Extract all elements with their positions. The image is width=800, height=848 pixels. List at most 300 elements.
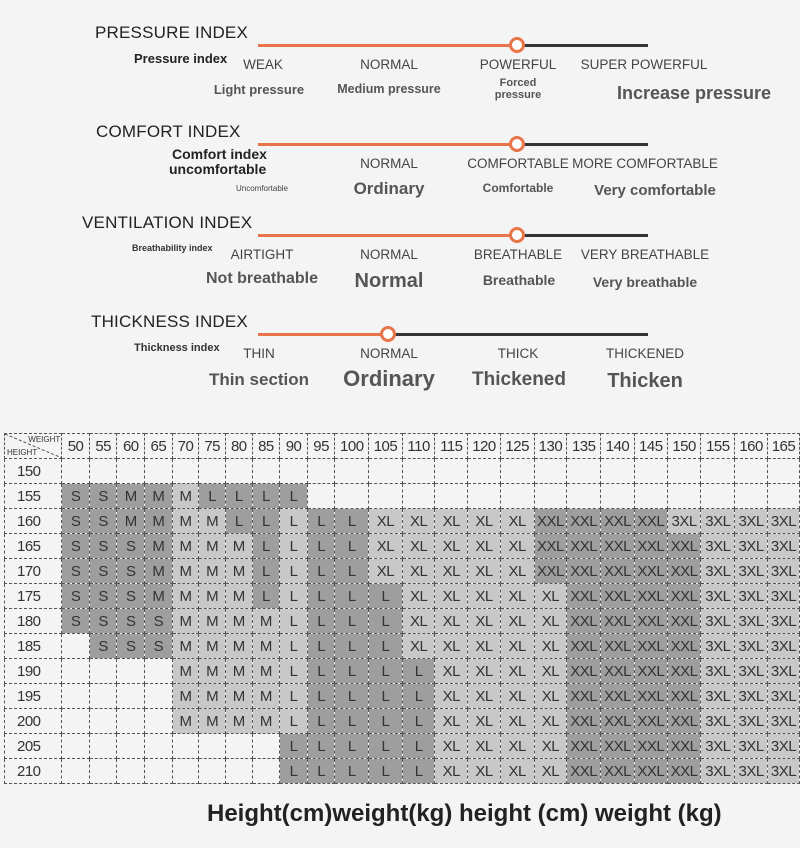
- size-cell: XL: [534, 584, 567, 609]
- size-cell: L: [280, 734, 308, 759]
- size-cell: [89, 709, 117, 734]
- size-cell: [62, 459, 90, 484]
- size-cell: XXL: [634, 609, 667, 634]
- size-cell: [89, 734, 117, 759]
- size-cell: XXL: [667, 709, 701, 734]
- footer-caption: Height(cm)weight(kg) height (cm) weight (kg): [207, 800, 722, 827]
- size-cell: S: [89, 484, 117, 509]
- size-cell: XL: [500, 759, 534, 784]
- size-cell: 3XL: [701, 534, 735, 559]
- weight-header-140: 140: [601, 434, 635, 459]
- size-cell: 3XL: [701, 659, 735, 684]
- size-cell: [601, 459, 635, 484]
- size-cell: L: [402, 709, 435, 734]
- cn-medium-pressure: Medium pressure: [337, 82, 441, 96]
- slider-knob: [509, 136, 525, 152]
- size-cell: XL: [369, 509, 403, 534]
- size-cell: [172, 759, 199, 784]
- size-cell: 3XL: [767, 759, 799, 784]
- ventilation-slider: [258, 234, 648, 237]
- size-cell: [601, 484, 635, 509]
- size-cell: XL: [402, 634, 435, 659]
- size-cell: 3XL: [735, 534, 768, 559]
- size-cell: L: [307, 709, 335, 734]
- size-cell: XL: [435, 759, 468, 784]
- table-row: [5, 609, 800, 634]
- table-row: [5, 459, 800, 484]
- weight-header-100: 100: [335, 434, 369, 459]
- size-cell: M: [117, 509, 145, 534]
- slider-fill: [258, 143, 517, 146]
- size-cell: S: [117, 534, 145, 559]
- cn-increase-pressure: Increase pressure: [616, 83, 772, 103]
- weight-header-130: 130: [534, 434, 567, 459]
- size-cell: L: [335, 634, 369, 659]
- size-cell: XXL: [667, 684, 701, 709]
- size-cell: XXL: [601, 584, 635, 609]
- size-cell: [145, 734, 173, 759]
- label-powerful: POWERFUL: [479, 57, 557, 72]
- size-cell: L: [369, 584, 403, 609]
- size-cell: [252, 734, 280, 759]
- size-cell: XXL: [534, 559, 567, 584]
- size-cell: L: [335, 559, 369, 584]
- size-cell: 3XL: [767, 534, 799, 559]
- size-cell: L: [369, 709, 403, 734]
- size-cell: XL: [435, 709, 468, 734]
- size-cell: 3XL: [701, 609, 735, 634]
- label-comfortable: COMFORTABLE: [467, 156, 569, 171]
- size-cell: [225, 734, 252, 759]
- size-cell: [62, 684, 90, 709]
- size-cell: L: [252, 534, 280, 559]
- size-cell: XL: [468, 734, 501, 759]
- size-cell: [534, 459, 567, 484]
- label-super-powerful: SUPER POWERFUL: [580, 57, 708, 72]
- size-cell: [199, 459, 226, 484]
- cn-normal: Normal: [354, 270, 424, 292]
- size-cell: 3XL: [767, 709, 799, 734]
- slider-fill: [258, 44, 517, 47]
- size-cell: XL: [369, 534, 403, 559]
- height-label: 155: [5, 484, 62, 509]
- corner-height-label: HEIGHT: [7, 448, 38, 457]
- size-cell: [307, 459, 335, 484]
- size-cell: L: [307, 584, 335, 609]
- size-cell: L: [280, 609, 308, 634]
- size-cell: L: [307, 559, 335, 584]
- weight-header-80: 80: [225, 434, 252, 459]
- slider-knob: [509, 37, 525, 53]
- size-cell: L: [307, 534, 335, 559]
- ventilation-index-title: VENTILATION INDEX: [82, 213, 253, 232]
- size-cell: S: [117, 634, 145, 659]
- size-cell: XXL: [667, 634, 701, 659]
- label-more-comfortable: MORE COMFORTABLE: [572, 156, 718, 171]
- size-cell: L: [335, 609, 369, 634]
- size-cell: L: [280, 634, 308, 659]
- size-cell: [500, 459, 534, 484]
- size-cell: 3XL: [767, 559, 799, 584]
- size-cell: [567, 484, 601, 509]
- size-cell: M: [199, 559, 226, 584]
- size-cell: [767, 484, 799, 509]
- slider-track: [388, 333, 648, 336]
- size-cell: XL: [500, 709, 534, 734]
- size-cell: XXL: [567, 709, 601, 734]
- size-cell: [62, 634, 90, 659]
- size-cell: L: [369, 659, 403, 684]
- size-chart: [4, 433, 800, 784]
- size-cell: L: [307, 509, 335, 534]
- size-cell: 3XL: [767, 509, 799, 534]
- size-cell: XL: [402, 584, 435, 609]
- size-cell: XL: [468, 534, 501, 559]
- size-cell: L: [252, 484, 280, 509]
- size-cell: M: [145, 534, 173, 559]
- size-cell: L: [307, 609, 335, 634]
- size-cell: XL: [435, 684, 468, 709]
- size-cell: [117, 684, 145, 709]
- size-cell: XL: [534, 684, 567, 709]
- weight-header-90: 90: [280, 434, 308, 459]
- cn-light-pressure: Light pressure: [213, 82, 305, 97]
- weight-header-150: 150: [667, 434, 701, 459]
- size-cell: M: [225, 659, 252, 684]
- size-cell: XXL: [634, 559, 667, 584]
- size-cell: S: [62, 484, 90, 509]
- size-cell: M: [145, 509, 173, 534]
- size-cell: S: [145, 609, 173, 634]
- size-cell: XL: [468, 659, 501, 684]
- size-cell: [117, 709, 145, 734]
- weight-header-125: 125: [500, 434, 534, 459]
- size-cell: XL: [468, 509, 501, 534]
- size-cell: L: [307, 684, 335, 709]
- size-cell: L: [369, 734, 403, 759]
- size-cell: M: [252, 634, 280, 659]
- size-cell: M: [225, 609, 252, 634]
- size-cell: [735, 459, 768, 484]
- size-cell: XXL: [634, 584, 667, 609]
- size-cell: [89, 659, 117, 684]
- size-cell: XXL: [567, 634, 601, 659]
- size-cell: L: [335, 659, 369, 684]
- size-cell: [369, 459, 403, 484]
- slider-fill: [258, 333, 388, 336]
- size-cell: XL: [468, 609, 501, 634]
- size-cell: XXL: [634, 534, 667, 559]
- size-cell: L: [402, 659, 435, 684]
- size-cell: XXL: [567, 509, 601, 534]
- size-cell: XL: [534, 609, 567, 634]
- size-cell: S: [89, 634, 117, 659]
- size-cell: XXL: [601, 659, 635, 684]
- size-cell: S: [62, 534, 90, 559]
- size-cell: [567, 459, 601, 484]
- size-cell: S: [62, 584, 90, 609]
- slider-knob: [509, 227, 525, 243]
- size-cell: M: [117, 484, 145, 509]
- label-thin: THIN: [243, 346, 275, 361]
- size-cell: M: [199, 709, 226, 734]
- size-cell: 3XL: [735, 584, 768, 609]
- size-cell: XL: [500, 734, 534, 759]
- size-cell: 3XL: [735, 759, 768, 784]
- size-cell: L: [369, 634, 403, 659]
- height-label: 210: [5, 759, 62, 784]
- table-row: [5, 759, 800, 784]
- size-cell: 3XL: [767, 684, 799, 709]
- size-cell: M: [199, 584, 226, 609]
- size-cell: XXL: [567, 534, 601, 559]
- weight-header-105: 105: [369, 434, 403, 459]
- header-corner: [5, 434, 62, 459]
- slider-track: [517, 234, 648, 237]
- size-cell: XXL: [634, 734, 667, 759]
- size-cell: M: [252, 659, 280, 684]
- weight-header-75: 75: [199, 434, 226, 459]
- size-cell: M: [225, 634, 252, 659]
- size-cell: [225, 459, 252, 484]
- size-cell: 3XL: [735, 609, 768, 634]
- size-cell: [468, 484, 501, 509]
- size-cell: [435, 484, 468, 509]
- height-label: 175: [5, 584, 62, 609]
- size-cell: [335, 484, 369, 509]
- size-cell: M: [225, 684, 252, 709]
- size-cell: 3XL: [701, 509, 735, 534]
- size-cell: 3XL: [767, 734, 799, 759]
- weight-header-row: [5, 434, 800, 459]
- size-cell: 3XL: [735, 559, 768, 584]
- size-cell: [500, 484, 534, 509]
- size-cell: XL: [435, 659, 468, 684]
- cn-very-comfortable: Very comfortable: [594, 182, 716, 199]
- size-cell: XL: [500, 609, 534, 634]
- weight-header-115: 115: [435, 434, 468, 459]
- cn-not-breathable: Not breathable: [205, 270, 319, 287]
- label-thickened: THICKENED: [605, 346, 685, 361]
- size-cell: M: [252, 684, 280, 709]
- label-very-breathable: VERY BREATHABLE: [580, 247, 710, 262]
- table-row: [5, 509, 800, 534]
- size-cell: L: [369, 684, 403, 709]
- size-cell: [335, 459, 369, 484]
- ventilation-index-subtitle: Breathability index: [132, 243, 213, 253]
- weight-header-110: 110: [402, 434, 435, 459]
- size-cell: S: [89, 584, 117, 609]
- size-cell: [172, 734, 199, 759]
- weight-header-155: 155: [701, 434, 735, 459]
- size-cell: S: [145, 634, 173, 659]
- weight-header-120: 120: [468, 434, 501, 459]
- size-cell: [701, 459, 735, 484]
- size-cell: 3XL: [735, 659, 768, 684]
- size-cell: L: [280, 584, 308, 609]
- size-cell: S: [62, 559, 90, 584]
- size-cell: XL: [402, 609, 435, 634]
- slider-track: [517, 44, 648, 47]
- cn-ordinary: Ordinary: [353, 179, 425, 198]
- size-cell: XL: [435, 534, 468, 559]
- size-cell: XXL: [667, 584, 701, 609]
- size-cell: XXL: [634, 759, 667, 784]
- size-cell: M: [199, 659, 226, 684]
- size-cell: M: [199, 534, 226, 559]
- height-label: 165: [5, 534, 62, 559]
- size-cell: XXL: [667, 534, 701, 559]
- size-cell: [89, 684, 117, 709]
- size-cell: S: [117, 609, 145, 634]
- size-cell: XXL: [567, 759, 601, 784]
- size-cell: [252, 459, 280, 484]
- comfort-index-subtitle: Comfort index: [172, 146, 267, 162]
- size-cell: [62, 759, 90, 784]
- weight-header-70: 70: [172, 434, 199, 459]
- size-cell: M: [145, 584, 173, 609]
- size-cell: [199, 734, 226, 759]
- size-cell: [62, 709, 90, 734]
- size-cell: L: [335, 709, 369, 734]
- size-cell: 3XL: [701, 634, 735, 659]
- pressure-slider: [258, 44, 648, 47]
- size-cell: 3XL: [701, 709, 735, 734]
- size-cell: S: [62, 609, 90, 634]
- height-label: 180: [5, 609, 62, 634]
- table-row: [5, 559, 800, 584]
- size-cell: L: [335, 734, 369, 759]
- label-weak: WEAK: [243, 57, 283, 72]
- size-cell: L: [335, 534, 369, 559]
- size-cell: XL: [534, 634, 567, 659]
- table-row: [5, 709, 800, 734]
- size-cell: L: [199, 484, 226, 509]
- cn-very-breathable: Very breathable: [592, 274, 698, 290]
- size-cell: XL: [500, 684, 534, 709]
- size-cell: XXL: [667, 609, 701, 634]
- size-cell: L: [280, 709, 308, 734]
- size-cell: S: [89, 609, 117, 634]
- size-cell: XL: [468, 759, 501, 784]
- table-row: [5, 484, 800, 509]
- size-cell: S: [117, 559, 145, 584]
- size-cell: [145, 684, 173, 709]
- size-cell: XL: [435, 634, 468, 659]
- size-cell: XXL: [634, 509, 667, 534]
- thickness-index-title: THICKNESS INDEX: [91, 312, 248, 331]
- height-label: 205: [5, 734, 62, 759]
- size-cell: [402, 484, 435, 509]
- size-cell: [701, 484, 735, 509]
- size-cell: XL: [500, 559, 534, 584]
- size-cell: [735, 484, 768, 509]
- size-cell: M: [172, 484, 199, 509]
- size-cell: [667, 484, 701, 509]
- size-cell: L: [280, 684, 308, 709]
- label-normal: NORMAL: [360, 247, 418, 262]
- size-cell: XL: [402, 509, 435, 534]
- size-cell: M: [225, 559, 252, 584]
- size-cell: L: [252, 584, 280, 609]
- size-cell: L: [280, 534, 308, 559]
- size-cell: XL: [500, 509, 534, 534]
- label-normal: NORMAL: [360, 346, 418, 361]
- size-cell: [117, 759, 145, 784]
- size-cell: XL: [435, 734, 468, 759]
- cn-thicken: Thicken: [607, 370, 683, 392]
- size-cell: M: [172, 509, 199, 534]
- size-cell: M: [199, 634, 226, 659]
- size-cell: L: [402, 684, 435, 709]
- size-cell: 3XL: [701, 684, 735, 709]
- weight-header-145: 145: [634, 434, 667, 459]
- size-cell: M: [172, 709, 199, 734]
- size-cell: XXL: [634, 634, 667, 659]
- size-cell: M: [172, 684, 199, 709]
- label-normal: NORMAL: [360, 57, 418, 72]
- size-cell: L: [280, 559, 308, 584]
- size-cell: XXL: [534, 534, 567, 559]
- weight-header-85: 85: [252, 434, 280, 459]
- size-cell: [199, 759, 226, 784]
- size-cell: XXL: [567, 559, 601, 584]
- size-cell: L: [369, 759, 403, 784]
- label-thick: THICK: [497, 346, 539, 361]
- size-cell: XL: [468, 684, 501, 709]
- size-cell: L: [280, 509, 308, 534]
- cn-thickened: Thickened: [472, 369, 566, 390]
- size-cell: L: [252, 509, 280, 534]
- size-cell: XXL: [601, 734, 635, 759]
- cn-comfortable: Comfortable: [482, 181, 554, 195]
- size-cell: 3XL: [735, 684, 768, 709]
- size-cell: M: [172, 609, 199, 634]
- size-cell: 3XL: [735, 509, 768, 534]
- size-cell: XL: [435, 559, 468, 584]
- size-cell: [402, 459, 435, 484]
- size-cell: XL: [500, 634, 534, 659]
- size-cell: M: [252, 609, 280, 634]
- size-cell: 3XL: [701, 734, 735, 759]
- size-cell: L: [280, 659, 308, 684]
- size-cell: [89, 759, 117, 784]
- size-cell: XL: [369, 559, 403, 584]
- weight-header-65: 65: [145, 434, 173, 459]
- size-cell: M: [225, 584, 252, 609]
- size-cell: XL: [468, 584, 501, 609]
- size-cell: [62, 734, 90, 759]
- size-cell: [62, 659, 90, 684]
- size-cell: XL: [500, 659, 534, 684]
- size-cell: XXL: [667, 559, 701, 584]
- slider-track: [517, 143, 648, 146]
- size-cell: XXL: [634, 659, 667, 684]
- size-cell: L: [252, 559, 280, 584]
- size-cell: 3XL: [735, 709, 768, 734]
- table-row: [5, 684, 800, 709]
- weight-header-50: 50: [62, 434, 90, 459]
- size-cell: XXL: [567, 684, 601, 709]
- size-cell: M: [225, 534, 252, 559]
- size-cell: S: [117, 584, 145, 609]
- size-cell: XL: [534, 709, 567, 734]
- size-cell: M: [172, 659, 199, 684]
- table-row: [5, 534, 800, 559]
- size-cell: M: [199, 509, 226, 534]
- size-cell: L: [335, 584, 369, 609]
- comfort-index-subtitle-2: uncomfortable: [169, 161, 267, 177]
